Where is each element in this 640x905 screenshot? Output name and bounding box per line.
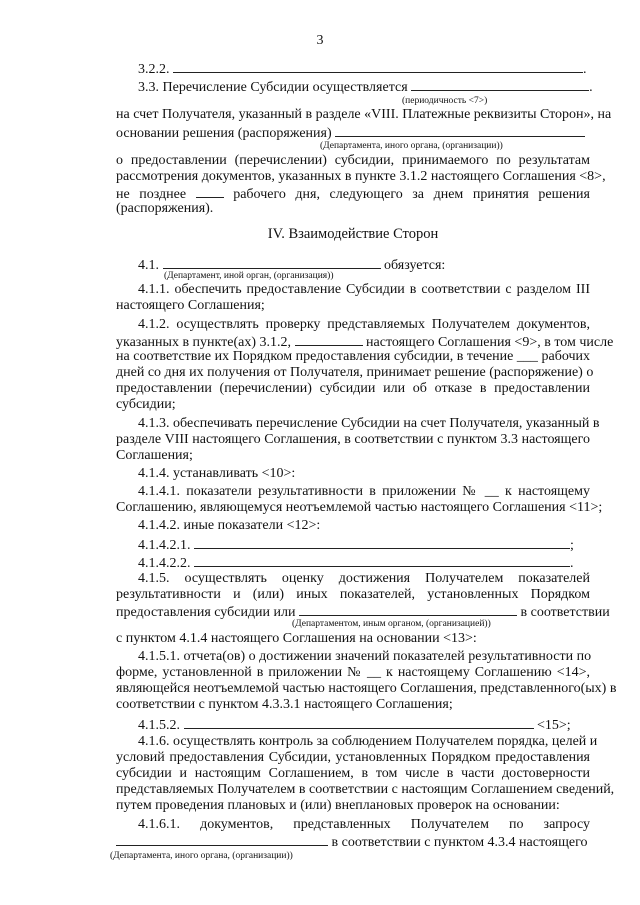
clause-3-2-2: 3.2.2. .	[138, 62, 587, 77]
note-department: (Департаментом, иным органом, (организацией))	[292, 619, 491, 629]
text-line: на соответствие их Порядком предоставления субсидии, в течение ___ рабочих	[116, 349, 590, 364]
clause-4-1-4-2-1: 4.1.4.2.1. ;	[138, 538, 574, 553]
text-line: соответствии с пунктом 4.3.3.1 настоящего Соглашения;	[116, 697, 453, 712]
clause-4-1-1: 4.1.1. обеспечить предоставление Субсидии в соответствии с разделом III	[138, 282, 590, 297]
page-number: 3	[316, 33, 324, 48]
note-department: (Департамент, иной орган, (организация))	[164, 271, 334, 281]
text-line: основании решения (распоряжения)	[116, 124, 590, 142]
clause-4-1-5: 4.1.5. осуществлять оценку достижения Получателем показателей	[138, 571, 590, 586]
section-heading: IV. Взаимодействие Сторон	[267, 226, 439, 242]
note-periodicity: (периодичность <7>)	[402, 96, 488, 106]
clause-4-1-6-1: 4.1.6.1. документов, представленных Получателем по запросу	[138, 817, 590, 832]
clause-4-1: 4.1. обязуется:	[138, 258, 446, 273]
note-department: (Департамента, иного органа, (организации))	[110, 851, 293, 861]
text-line: субсидии и настоящим Соглашением, в том числе в части достоверности	[116, 766, 590, 781]
text-line: указанных в пункте(ах) 3.1.2, настоящего Соглашения <9>, в том числе	[116, 335, 614, 350]
text-line: Соглашения;	[116, 448, 193, 463]
text-line: настоящего Соглашения;	[116, 298, 265, 313]
text-line: предоставлении (перечислении) субсидии или об отказе в предоставлении	[116, 381, 590, 396]
text-line: форме, установленной в приложении № __ к настоящему Соглашению <14>,	[116, 665, 590, 680]
clause-4-1-4: 4.1.4. устанавливать <10>:	[138, 466, 296, 481]
clause-4-1-4-1: 4.1.4.1. показатели результативности в приложении № __ к настоящему	[138, 484, 590, 499]
text-line: разделе VIII настоящего Соглашения, в соответствии с пунктом 3.3 настоящего	[116, 432, 590, 447]
text-line: условий предоставления Субсидии, установленных Порядком предоставления	[116, 750, 590, 765]
text-line: дней со дня их получения от Получателя, принимает решение (распоряжение) о	[116, 365, 594, 380]
clause-4-1-4-2-2: 4.1.4.2.2. .	[138, 556, 574, 571]
text-line: (распоряжения).	[116, 201, 214, 216]
note-department: (Департамента, иного органа, (организации))	[320, 141, 503, 151]
clause-4-1-6: 4.1.6. осуществлять контроль за соблюдением Получателем порядка, целей и	[138, 734, 598, 749]
text-line: рассмотрения документов, указанных в пункте 3.1.2 настоящего Соглашения <8>,	[116, 169, 606, 184]
clause-4-1-2: 4.1.2. осуществлять проверку представляемых Получателем документов,	[138, 317, 590, 332]
clause-4-1-4-2: 4.1.4.2. иные показатели <12>:	[138, 518, 321, 533]
clause-4-1-5-2: 4.1.5.2. <15>;	[138, 718, 571, 733]
text-line: путем проведения плановых и (или) внеплановых проверок на основании:	[116, 798, 560, 813]
text-line: на счет Получателя, указанный в разделе «VIII. Платежные реквизиты Сторон», на	[116, 107, 612, 122]
text-line: Соглашению, являющемуся неотъемлемой частью настоящего Соглашения <11>;	[116, 500, 603, 515]
text-line: результативности и (или) иных показателей, установленных Порядком	[116, 587, 590, 602]
clause-4-1-5-1: 4.1.5.1. отчета(ов) о достижении значений показателей результативности по	[138, 649, 592, 664]
text-line: предоставления субсидии или в соответствии	[116, 605, 610, 620]
text-line: представляемых Получателем в соответствии с настоящим Соглашением сведений,	[116, 782, 615, 797]
text-line: в соответствии с пунктом 4.3.4 настоящего	[116, 833, 590, 851]
text-line: с пунктом 4.1.4 настоящего Соглашения на основании <13>:	[116, 631, 477, 646]
text-line: являющейся неотъемлемой частью настоящего Соглашения, представленного(ых) в	[116, 681, 617, 696]
text-line: о предоставлении (перечислении) субсидии, принимаемого по результатам	[116, 153, 590, 168]
clause-3-3: 3.3. Перечисление Субсидии осуществляется .	[138, 80, 593, 95]
clause-4-1-3: 4.1.3. обеспечивать перечисление Субсидии на счет Получателя, указанный в	[138, 416, 600, 431]
text-line: субсидии;	[116, 397, 176, 412]
text-line: не позднее рабочего дня, следующего за днем принятия решения	[116, 187, 590, 202]
